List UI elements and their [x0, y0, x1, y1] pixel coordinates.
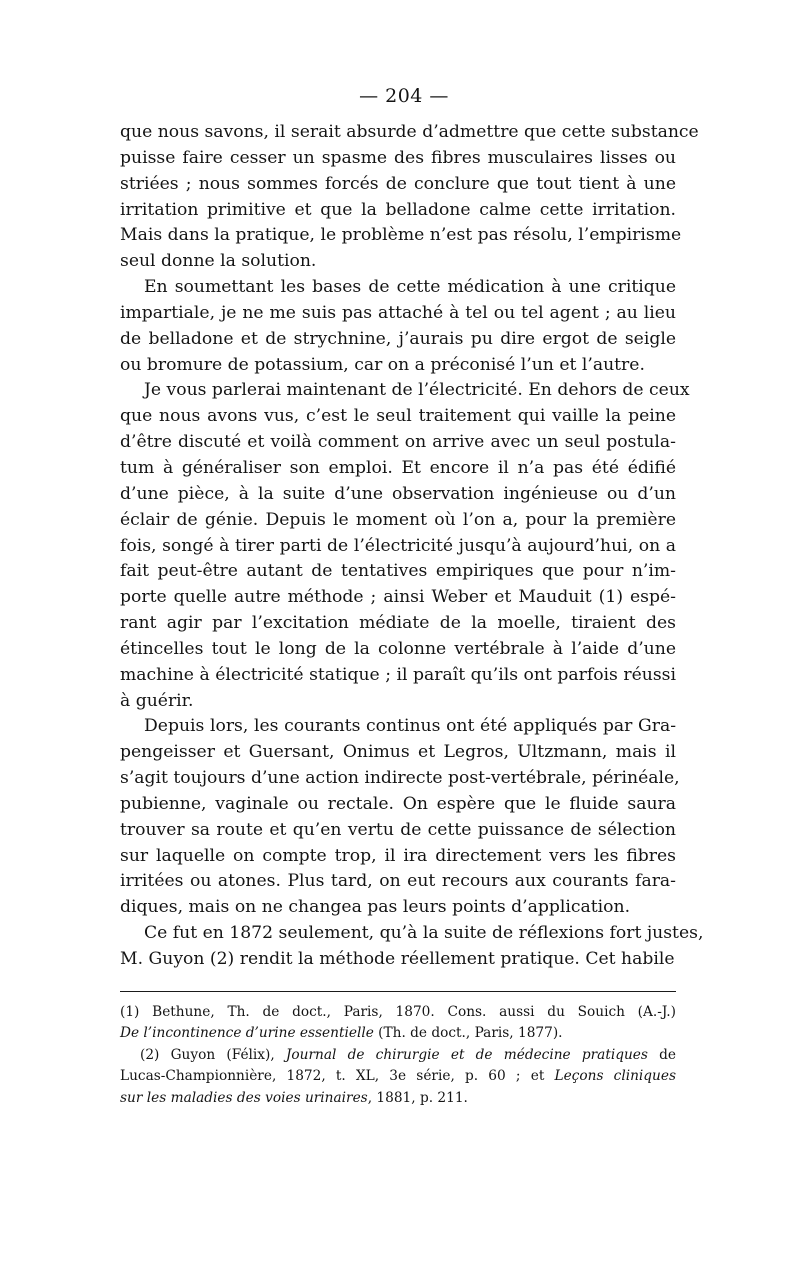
text-line: diques, mais on ne changea pas leurs points d’application.: [120, 897, 631, 918]
footnote-line: [120, 1002, 676, 1024]
footnote-text: Lucas-Championnière, 1872, t. XL, 3e série, p. 60 ; et: [120, 1068, 555, 1085]
footnote-title-italic: Leçons cliniques: [554, 1068, 676, 1085]
text-line: seul donne la solution.: [120, 251, 317, 272]
paragraph: [120, 120, 699, 275]
footnote-rule: [120, 991, 676, 992]
text-line: fois, songé à tirer parti de l’électricité jusqu’à aujourd’hui, on a: [120, 535, 676, 556]
footnote-text: , 1881, p. 211.: [367, 1089, 468, 1106]
text-line: irritation primitive et que la belladone calme cette irritation.: [120, 199, 676, 220]
text-line: ou bromure de potassium, car on a préconisé l’un et l’autre.: [120, 354, 645, 375]
footnote-text: de: [647, 1046, 676, 1063]
footnote-2: [120, 1045, 676, 1110]
text-line: pubienne, vaginale ou rectale. On espère que le fluide saura: [120, 793, 676, 814]
book-page: [120, 84, 704, 1109]
paragraph: [120, 921, 704, 973]
text-line: puisse faire cesser un spasme des fibres musculaires lisses ou: [120, 147, 676, 168]
footnote-title-italic: sur les maladies des voies urinaires: [120, 1089, 368, 1106]
footnote-line: [120, 1088, 676, 1110]
text-line: M. Guyon (2) rendit la méthode réellement pratique. Cet habile: [120, 949, 675, 969]
footnote-line: [120, 1045, 676, 1067]
text-line: s’agit toujours d’une action indirecte post-vertébrale, périnéale,: [120, 768, 680, 789]
text-line: tum à généraliser son emploi. Et encore il n’a pas été édifié: [120, 457, 676, 478]
text-line: Ce fut en 1872 seulement, qu’à la suite de réflexions fort justes,: [144, 923, 704, 944]
text-line: d’être discuté et voilà comment on arrive avec un seul postula-: [120, 432, 676, 453]
paragraph: [120, 378, 690, 714]
text-line: porte quelle autre méthode ; ainsi Weber et Mauduit (1) espé-: [120, 587, 676, 608]
text-line: Je vous parlerai maintenant de l’électricité. En dehors de ceux: [144, 380, 690, 401]
footnote-1: [120, 1002, 676, 1045]
footnote-title-italic: De l’incontinence d’urine essentielle: [120, 1025, 374, 1042]
paragraph: [120, 714, 680, 921]
text-line: irritées ou atones. Plus tard, on eut recours aux courants fara-: [120, 871, 676, 892]
footnote-text: (1) Bethune, Th. de doct., Paris, 1870. Cons. aussi du Souich (A.-J.): [120, 1003, 676, 1020]
text-line: Depuis lors, les courants continus ont été appliqués par Gra-: [144, 716, 676, 737]
text-line: striées ; nous sommes forcés de conclure que tout tient à une: [120, 173, 676, 194]
text-line: machine à électricité statique ; il paraît qu’ils ont parfois réussi: [120, 664, 676, 685]
text-line: d’une pièce, à la suite d’une observation ingénieuse ou d’un: [120, 483, 676, 504]
text-line: impartiale, je ne me suis pas attaché à tel ou tel agent ; au lieu: [120, 302, 676, 323]
text-line: à guérir.: [120, 690, 194, 711]
text-line: Mais dans la pratique, le problème n’est pas résolu, l’empirisme: [120, 225, 682, 246]
footnotes: [120, 1002, 676, 1110]
text-line: pengeisser et Guersant, Onimus et Legros, Ultzmann, mais il: [120, 742, 676, 763]
footnote-line: [120, 1066, 676, 1088]
footnote-line: [120, 1023, 676, 1045]
text-line: étincelles tout le long de la colonne vertébrale à l’aide d’une: [120, 638, 676, 659]
text-line: éclair de génie. Depuis le moment où l’on a, pour la première: [120, 509, 676, 530]
footnote-text: (2) Guyon (Félix),: [140, 1046, 286, 1063]
body-text: [120, 120, 704, 973]
text-line: rant agir par l’excitation médiate de la moelle, tiraient des: [120, 613, 676, 634]
footnote-title-italic: Journal de chirurgie et de médecine pratiques: [285, 1046, 648, 1063]
text-line: que nous savons, il serait absurde d’admettre que cette substance: [120, 122, 699, 142]
text-line: sur laquelle on compte trop, il ira directement vers les fibres: [120, 845, 676, 866]
text-line: fait peut-être autant de tentatives empiriques que pour n’im-: [120, 561, 676, 582]
page-number: — 204 —: [359, 85, 449, 107]
text-line: trouver sa route et qu’en vertu de cette puissance de sélection: [120, 819, 676, 840]
text-line: En soumettant les bases de cette médication à une critique: [144, 277, 676, 298]
text-line: que nous avons vus, c’est le seul traitement qui vaille la peine: [120, 406, 676, 427]
paragraph: [120, 275, 676, 378]
text-line: de belladone et de strychnine, j’aurais pu dire ergot de seigle: [120, 328, 676, 349]
footnote-text: (Th. de doct., Paris, 1877).: [373, 1025, 563, 1042]
